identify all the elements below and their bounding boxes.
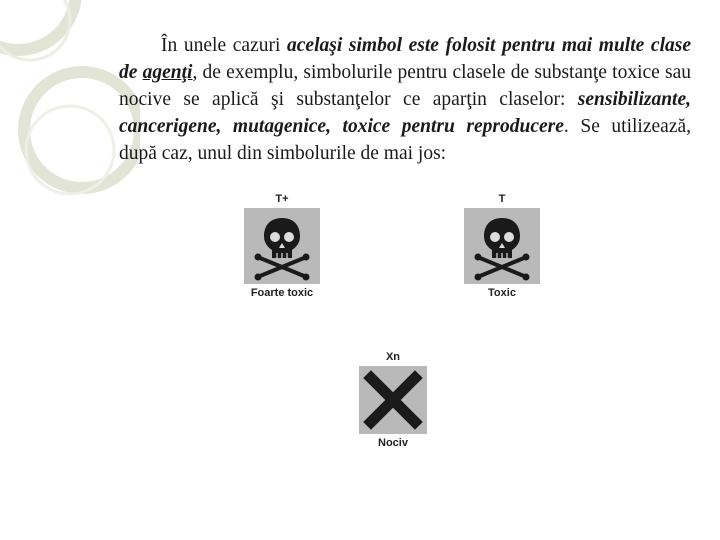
text-intro: În unele cazuri [161, 35, 288, 56]
symbol-name: Foarte toxic [250, 287, 314, 299]
hazard-symbol-harmful [351, 350, 435, 450]
skull-crossbones-icon [244, 208, 320, 284]
symbol-code: T+ [275, 193, 289, 205]
symbol-name: Nociv [378, 437, 408, 449]
text-emphasis-2: sensibilizante, cancerigene, mutagenice, toxice pentru reproducere [119, 89, 691, 137]
hazard-symbol-toxic [460, 192, 544, 300]
text-end: . Se utilizează, după caz, unul din simbolurile de mai jos: [119, 116, 691, 164]
hazard-symbol-very-toxic [240, 192, 324, 300]
x-cross-icon [359, 366, 427, 434]
text-emphasis-underlined: agenţi [142, 62, 193, 83]
text-emphasis-1: acelaşi simbol este folosit pentru mai multe clase de [119, 35, 691, 83]
skull-crossbones-icon [464, 208, 540, 284]
body-paragraph [119, 32, 691, 167]
text-middle: , de exemplu, simbolurile pentru clasele de substanţe toxice sau nocive se aplică şi substanţelor ce aparţin claselor: [119, 62, 691, 110]
symbol-name: Toxic [488, 287, 516, 299]
symbol-code: T [498, 193, 506, 205]
symbol-code: Xn [385, 351, 401, 363]
